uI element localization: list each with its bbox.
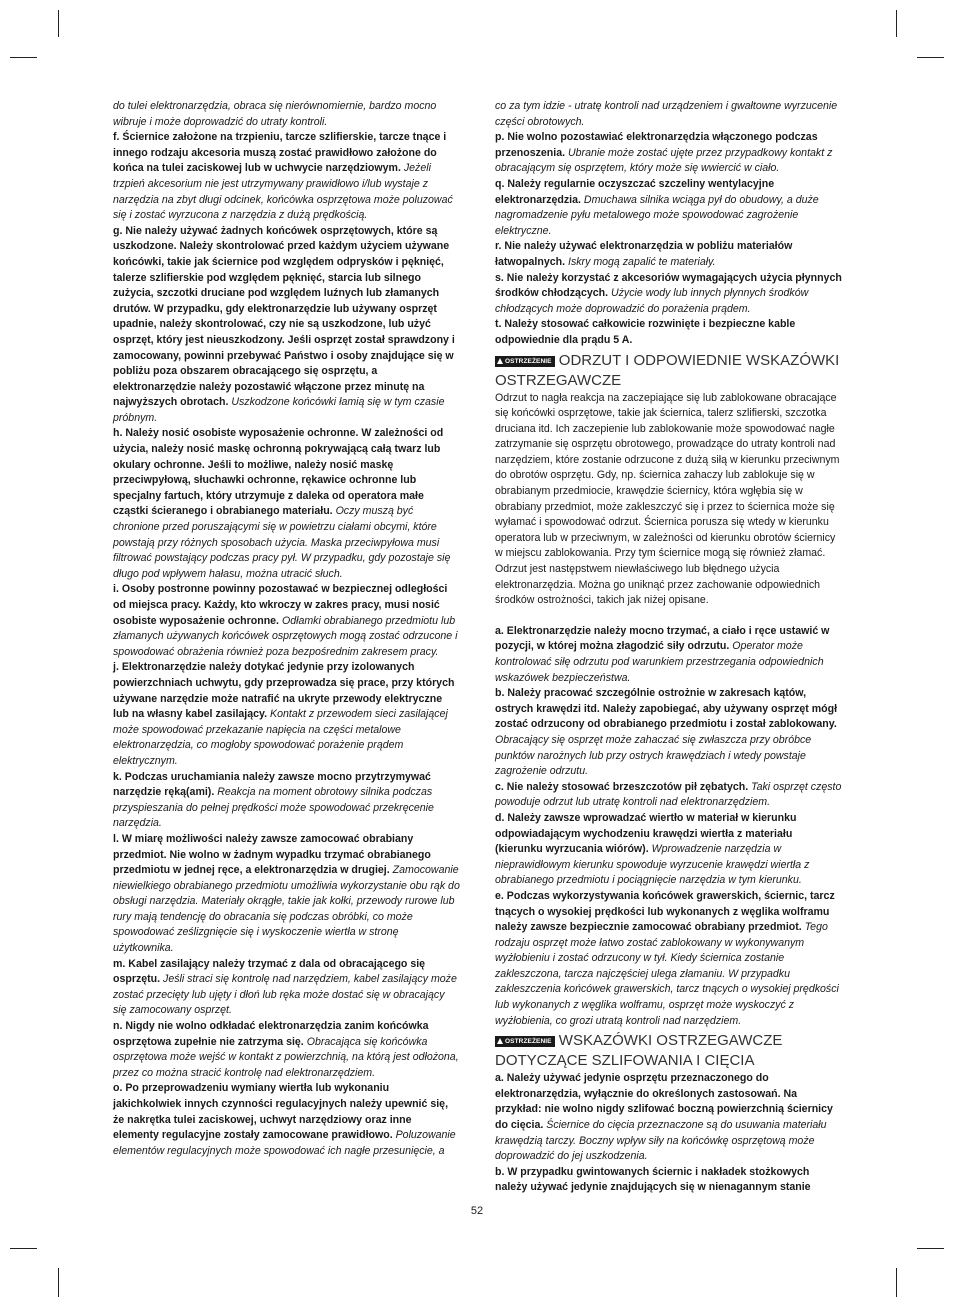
left-column <box>113 99 460 1159</box>
instruction-italic: co za tym idzie - utratę kontroli nad urządzeniem i gwałtowne wyrzucenie części obrotowych. <box>495 100 838 128</box>
instruction-italic: Wprowadzenie narzędzia w nieprawidłowym kierunku spowoduje wyrzucenie krawędzi wiertła z obrabianego przedmiotu i pociągnięcie narzędzia w tym kierunku. <box>495 843 810 887</box>
section-title: WSKAZÓWKI OSTRZEGAWCZE DOTYCZĄCE SZLIFOWANIA I CIĘCIA <box>495 1032 783 1070</box>
safety-instruction <box>113 1081 460 1159</box>
instruction-bold: k. Podczas uruchamiania należy zawsze mocno przytrzymywać narzędzie ręką(ami). <box>113 770 431 799</box>
safety-instruction <box>495 99 842 130</box>
warning-triangle-icon <box>497 1038 503 1044</box>
safety-instruction <box>113 99 460 130</box>
safety-instruction <box>495 889 842 1029</box>
instruction-bold: r. Nie należy używać elektronarzędzia w pobliżu materiałów łatwopalnych. <box>495 240 793 268</box>
instruction-italic: Taki osprzęt często powoduje odrzut lub utratę kontroli nad elektronarzędziem. <box>495 780 842 809</box>
safety-instruction <box>113 770 460 832</box>
instruction-bold: b. W przypadku gwintowanych ściernic i nakładek stożkowych należy używać jedynie znajdujących się w nienagannym stanie <box>495 1165 811 1194</box>
warning-triangle-icon <box>497 358 503 364</box>
safety-instruction <box>113 426 460 582</box>
safety-instruction <box>113 130 460 224</box>
instruction-bold: i. Osoby postronne powinny pozostawać w bezpiecznej odległości od miejsca pracy. Każdy, kto wkroczy w zakres pracy, musi nosić osobiste wyposażenie ochronne. <box>113 583 448 627</box>
instruction-italic: Obracająca się końcówka osprzętowa może wejść w kontakt z powierzchnią, na którą jest odłożona, przez co można stracić kontrolę nad elektronarzędziem. <box>113 1035 459 1079</box>
safety-instruction <box>495 624 842 686</box>
safety-instruction <box>113 1019 460 1081</box>
crop-mark <box>917 57 944 58</box>
instruction-bold: b. Należy pracować szczególnie ostrożnie w zakresach kątów, ostrych krawędzi itd. Należy zapobiegać, aby używany osprzęt mógł zostać odrzucony od obrabianego przedmiotu i został zablokowany. <box>495 687 838 731</box>
instruction-italic: Ubranie może zostać ujęte przez przypadkowy kontakt z obracającym się osprzętem, który może się wwiercić w ciało. <box>495 146 833 175</box>
instruction-bold: s. Nie należy korzystać z akcesoriów wymagających użycia płynnych środków chłodzących. <box>495 271 842 300</box>
safety-instruction <box>113 832 460 957</box>
instruction-italic: Kontakt z przewodem sieci zasilającej może spowodować przekazanie napięcia na części metalowe elektronarzędzia, co mogłoby spowodować porażenie prądem elektrycznym. <box>113 708 448 767</box>
instruction-bold: t. Należy stosować całkowicie rozwinięte i bezpieczne kable odpowiednie dla prądu 5 A. <box>495 318 796 346</box>
safety-instruction <box>113 224 460 427</box>
page-number: 52 <box>470 1205 484 1217</box>
instruction-italic: Jeżeli trzpień akcesorium nie jest utrzymywany prawidłowo i/lub wystaje z narzędzia na zbyt długi odcinek, końcówka osprzętowa może poluzować się i zostać wyrzucona z narzędzia z dużą prędkością. <box>113 162 453 222</box>
crop-mark <box>10 57 37 58</box>
instruction-bold: a. Elektronarzędzie należy mocno trzymać, a ciało i ręce ustawić w pozycji, w której można złagodzić siły odrzutu. <box>495 624 830 653</box>
kickback-description: Odrzut to nagła reakcja na zaczepiające się lub zablokowane obracające się końcówki osprzętowe, takie jak ściernica, talerz szlifierski, szczotka druciana itd. Ich zaczepienie lub zablokowanie może spowodować nagłe zatrzymanie się osprzętu obrotowego, prowadzące do utraty kontroli nad narzędziem, które zostanie odrzucone z dużą siłą w kierunku przeciwnym do obrotów osprzętu. Gdy, np. ściernica zahaczy lub zablokuje się w obrabianym przedmiocie, krawędzie ściernicy, która wgłębia się w obrabiany przedmiot, może zakleszczyć się i przez to ściernica może się wyłamać i spowodować odrzut. Ściernica porusza się wtedy w kierunku operatora lub w przeciwnym, w zależności od kierunku obrotów ściernicy w miejscu zablokowania. Przy tym ściernice mogą się również złamać. Odrzut jest następstwem niewłaściwego lub błędnego użycia elektronarzędzia. Można go uniknąć przez zachowanie odpowiednich środków ostrożności, takich jak niżej opisane. <box>495 391 840 607</box>
right-intro-list <box>495 99 842 349</box>
instruction-italic: Dmuchawa silnika wciąga pył do obudowy, a duże nagromadzenie pyłu metalowego może spowodować zagrożenie elektryczne. <box>495 193 819 237</box>
safety-instruction <box>495 317 842 348</box>
crop-mark <box>896 10 897 37</box>
kickback-list <box>495 624 842 1029</box>
instruction-bold: d. Należy zawsze wprowadzać wiertło w materiał w kierunku odpowiadającym wychodzeniu krawędzi wiertła z materiału (kierunku wyrzucania wiórów). <box>495 811 797 856</box>
section-heading-grinding <box>495 1031 842 1071</box>
safety-instruction <box>495 1165 842 1196</box>
instruction-italic: Iskry mogą zapalić te materiały. <box>568 255 716 268</box>
instruction-bold: c. Nie należy stosować brzeszczotów pił zębatych. <box>495 780 749 793</box>
instruction-bold: p. Nie wolno pozostawiać elektronarzędzia włączonego podczas przenoszenia. <box>495 131 818 159</box>
instruction-italic: Zamocowanie niewielkiego obrabianego przedmiotu umożliwia wykorzystanie obu rąk do obsługi narzędzia. Materiały okrągłe, takie jak kołki, przewody rurowe lub rury mają tendencję do obracania się podczas obróbki, co może spowodować ześlizgnięcie się i wyskoczenie wiertła w stronę użytkownika. <box>113 864 460 955</box>
safety-instruction <box>113 660 460 769</box>
safety-instruction <box>495 1071 842 1165</box>
instruction-italic: Ściernice do cięcia przeznaczone są do usuwania materiału krawędzią tarczy. Boczny wpływ siły na końcówkę osprzętową może doprowadzić do jej uszkodzenia. <box>495 1119 827 1163</box>
crop-mark <box>58 1268 59 1297</box>
safety-instruction <box>495 811 842 889</box>
section-heading-kickback <box>495 351 842 391</box>
instruction-bold: q. Należy regularnie oczyszczać szczeliny wentylacyjne elektronarzędzia. <box>495 177 775 206</box>
instruction-bold: o. Po przeprowadzeniu wymiany wiertła lub wykonaniu jakichkolwiek innych czynności regulacyjnych należy upewnić się, że nakrętka tulei zaciskowej, uchwyt narzędziowy oraz inne elementy regulacyjne zostały zamocowane prawidłowo. <box>113 1082 449 1142</box>
instruction-bold: n. Nigdy nie wolno odkładać elektronarzędzia zanim końcówka osprzętowa zupełnie nie zatrzyma się. <box>113 1020 429 1048</box>
right-column <box>495 99 842 1196</box>
crop-mark <box>896 1268 897 1297</box>
instruction-bold: l. W miarę możliwości należy zawsze zamocować obrabiany przedmiot. Nie wolno w żadnym wypadku trzymać obrabianego przedmiotu w jednej ręce, a elektronarzędzia w drugiej. <box>113 832 431 877</box>
section-title: ODRZUT I ODPOWIEDNIE WSKAZÓWKI OSTRZEGAWCZE <box>495 351 840 389</box>
instruction-italic: Odłamki obrabianego przedmiotu lub złamanych używanych końcówek osprzętowych mogą zostać odrzucone i spowodować obrażenia również poza bezpośrednim zakresem pracy. <box>113 614 458 658</box>
crop-mark <box>917 1248 944 1249</box>
instruction-italic: Użycie wody lub innych płynnych środków chłodzących może doprowadzić do porażenia prądem. <box>495 287 809 315</box>
instruction-bold: g. Nie należy używać żadnych końcówek osprzętowych, które są uszkodzone. Należy skontrolować przed każdym użyciem używane końcówki, takie jak ściernice pod względem odprysków i pęknięć, talerze szlifierskie pod względem pęknięć, starcia lub silnego zużycia, szczotki druciane pod względem luźnych lub złamanych drutów. W przypadku, gdy elektronarzędzie lub używany osprzęt upadnie, należy skontrolować, czy nie są uszkodzone, lub użyć osprzęt, który jest nieuszkodzony. Jeśli osprzęt został sprawdzony i zamocowany, powinni przebywać Państwo i osoby znajdujące się w pobliżu poza obszarem obracającego się osprzętu, a elektronarzędzie należy pozostawić włączone przez minutę na najwyższych obrotach. <box>113 224 455 409</box>
instruction-bold: h. Należy nosić osobiste wyposażenie ochronne. W zależności od użycia, należy nosić maskę ochronną pokrywającą całą twarz lub okulary ochronne. Jeśli to możliwe, należy nosić maskę przeciwpyłową, słuchawki ochronne, rękawice ochronne lub specjalny fartuch, który utrzymuje z daleka od operatora małe cząstki ścieranego i obrabianego materiału. <box>113 427 444 518</box>
instruction-italic: Oczy muszą być chronione przed poruszającymi się w powietrzu ciałami obcymi, które powstają przy różnych sposobach użycia. Maska przeciwpyłowa musi filtrować powstający podczas pracy pył. W przypadku, gdy pozostaje się długo pod wpływem hałasu, można utracić słuch. <box>113 505 451 580</box>
safety-instruction <box>495 686 842 780</box>
safety-instruction <box>113 582 460 660</box>
instruction-italic: Obracający się osprzęt może zahaczać się zwłaszcza przy obróbce punktów narożnych lub przy ostrych krawędziach i wtedy powstaje zagrożenie odrzutu. <box>495 733 812 778</box>
safety-instruction <box>495 130 842 177</box>
instruction-italic: Uszkodzone końcówki łamią się w tym czasie próbnym. <box>113 396 445 424</box>
instruction-italic: do tulei elektronarzędzia, obraca się nierównomiernie, bardzo mocno wibruje i może doprowadzić do utraty kontroli. <box>113 100 437 128</box>
warning-badge: OSTRZEŻENIE <box>495 356 555 367</box>
crop-mark <box>58 10 59 37</box>
instruction-bold: a. Należy używać jedynie osprzętu przeznaczonego do elektronarzędzia, wyłącznie do określonych zastosowań. Na przykład: nie wolno nigdy szlifować boczną powierzchnią ściernicy do cięcia. <box>495 1072 833 1132</box>
grinding-list <box>495 1071 842 1196</box>
safety-instruction <box>113 957 460 1019</box>
instruction-italic: Tego rodzaju osprzęt może łatwo zostać zablokowany w wykonywanym wyżłobieniu i zostać odrzucony w tył. Kiedy ściernica zostanie zakleszczona, tarcza najczęściej ulega złamaniu. W przypadku zakleszczenia końcówek grawerskich, tarcz tnących o wysokiej prędkości lub wykonanych z węglika wolframu, osprzęt może wyskoczyć z wyżłobienia, co grozi utratą kontroli nad narzędziem. <box>495 921 839 1027</box>
warning-badge: OSTRZEŻENIE <box>495 1036 555 1047</box>
safety-instruction <box>495 780 842 811</box>
instruction-bold: e. Podczas wykorzystywania końcówek grawerskich, ściernic, tarcz tnących o wysokiej prędkości lub wykonanych z węglika wolframu należy zawsze bezpiecznie zamocować obrabiany przedmiot. <box>495 889 835 934</box>
instruction-italic: Jeśli straci się kontrolę nad narzędziem, kabel zasilający może zostać przecięty lub ujęty i dłoń lub ręka może dostać się w obracający się zamocowany osprzęt. <box>113 973 457 1017</box>
crop-mark <box>10 1248 37 1249</box>
safety-instruction <box>495 177 842 239</box>
instruction-bold: f. Ściernice założone na trzpieniu, tarcze szlifierskie, tarcze tnące i innego rodzaju akcesoria muszą zostać prawidłowo założone do końca na tulei zaciskowej lub w uchwycie narzędziowym. <box>113 131 447 175</box>
instruction-italic: Reakcja na moment obrotowy silnika podczas przyspieszania do pełnej prędkości może spowodować przekręcenie narzędzia. <box>113 786 434 830</box>
instruction-italic: Poluzowanie elementów regulacyjnych może spowodować ich nagłe przesunięcie, a <box>113 1129 456 1157</box>
safety-instruction <box>495 239 842 270</box>
instruction-bold: j. Elektronarzędzie należy dotykać jedynie przy izolowanych powierzchniach uchwytu, gdy przeprowadza się prace, przy których używane narzędzie może natrafić na ukryte przewody elektryczne lub na własny kabel zasilający. <box>113 661 455 721</box>
instruction-italic: Operator może kontrolować siłę odrzutu pod warunkiem przestrzegania odpowiednich wskazówek bezpieczeństwa. <box>495 640 824 684</box>
instruction-bold: m. Kabel zasilający należy trzymać z dala od obracającego się osprzętu. <box>113 957 426 986</box>
safety-instruction <box>495 271 842 318</box>
